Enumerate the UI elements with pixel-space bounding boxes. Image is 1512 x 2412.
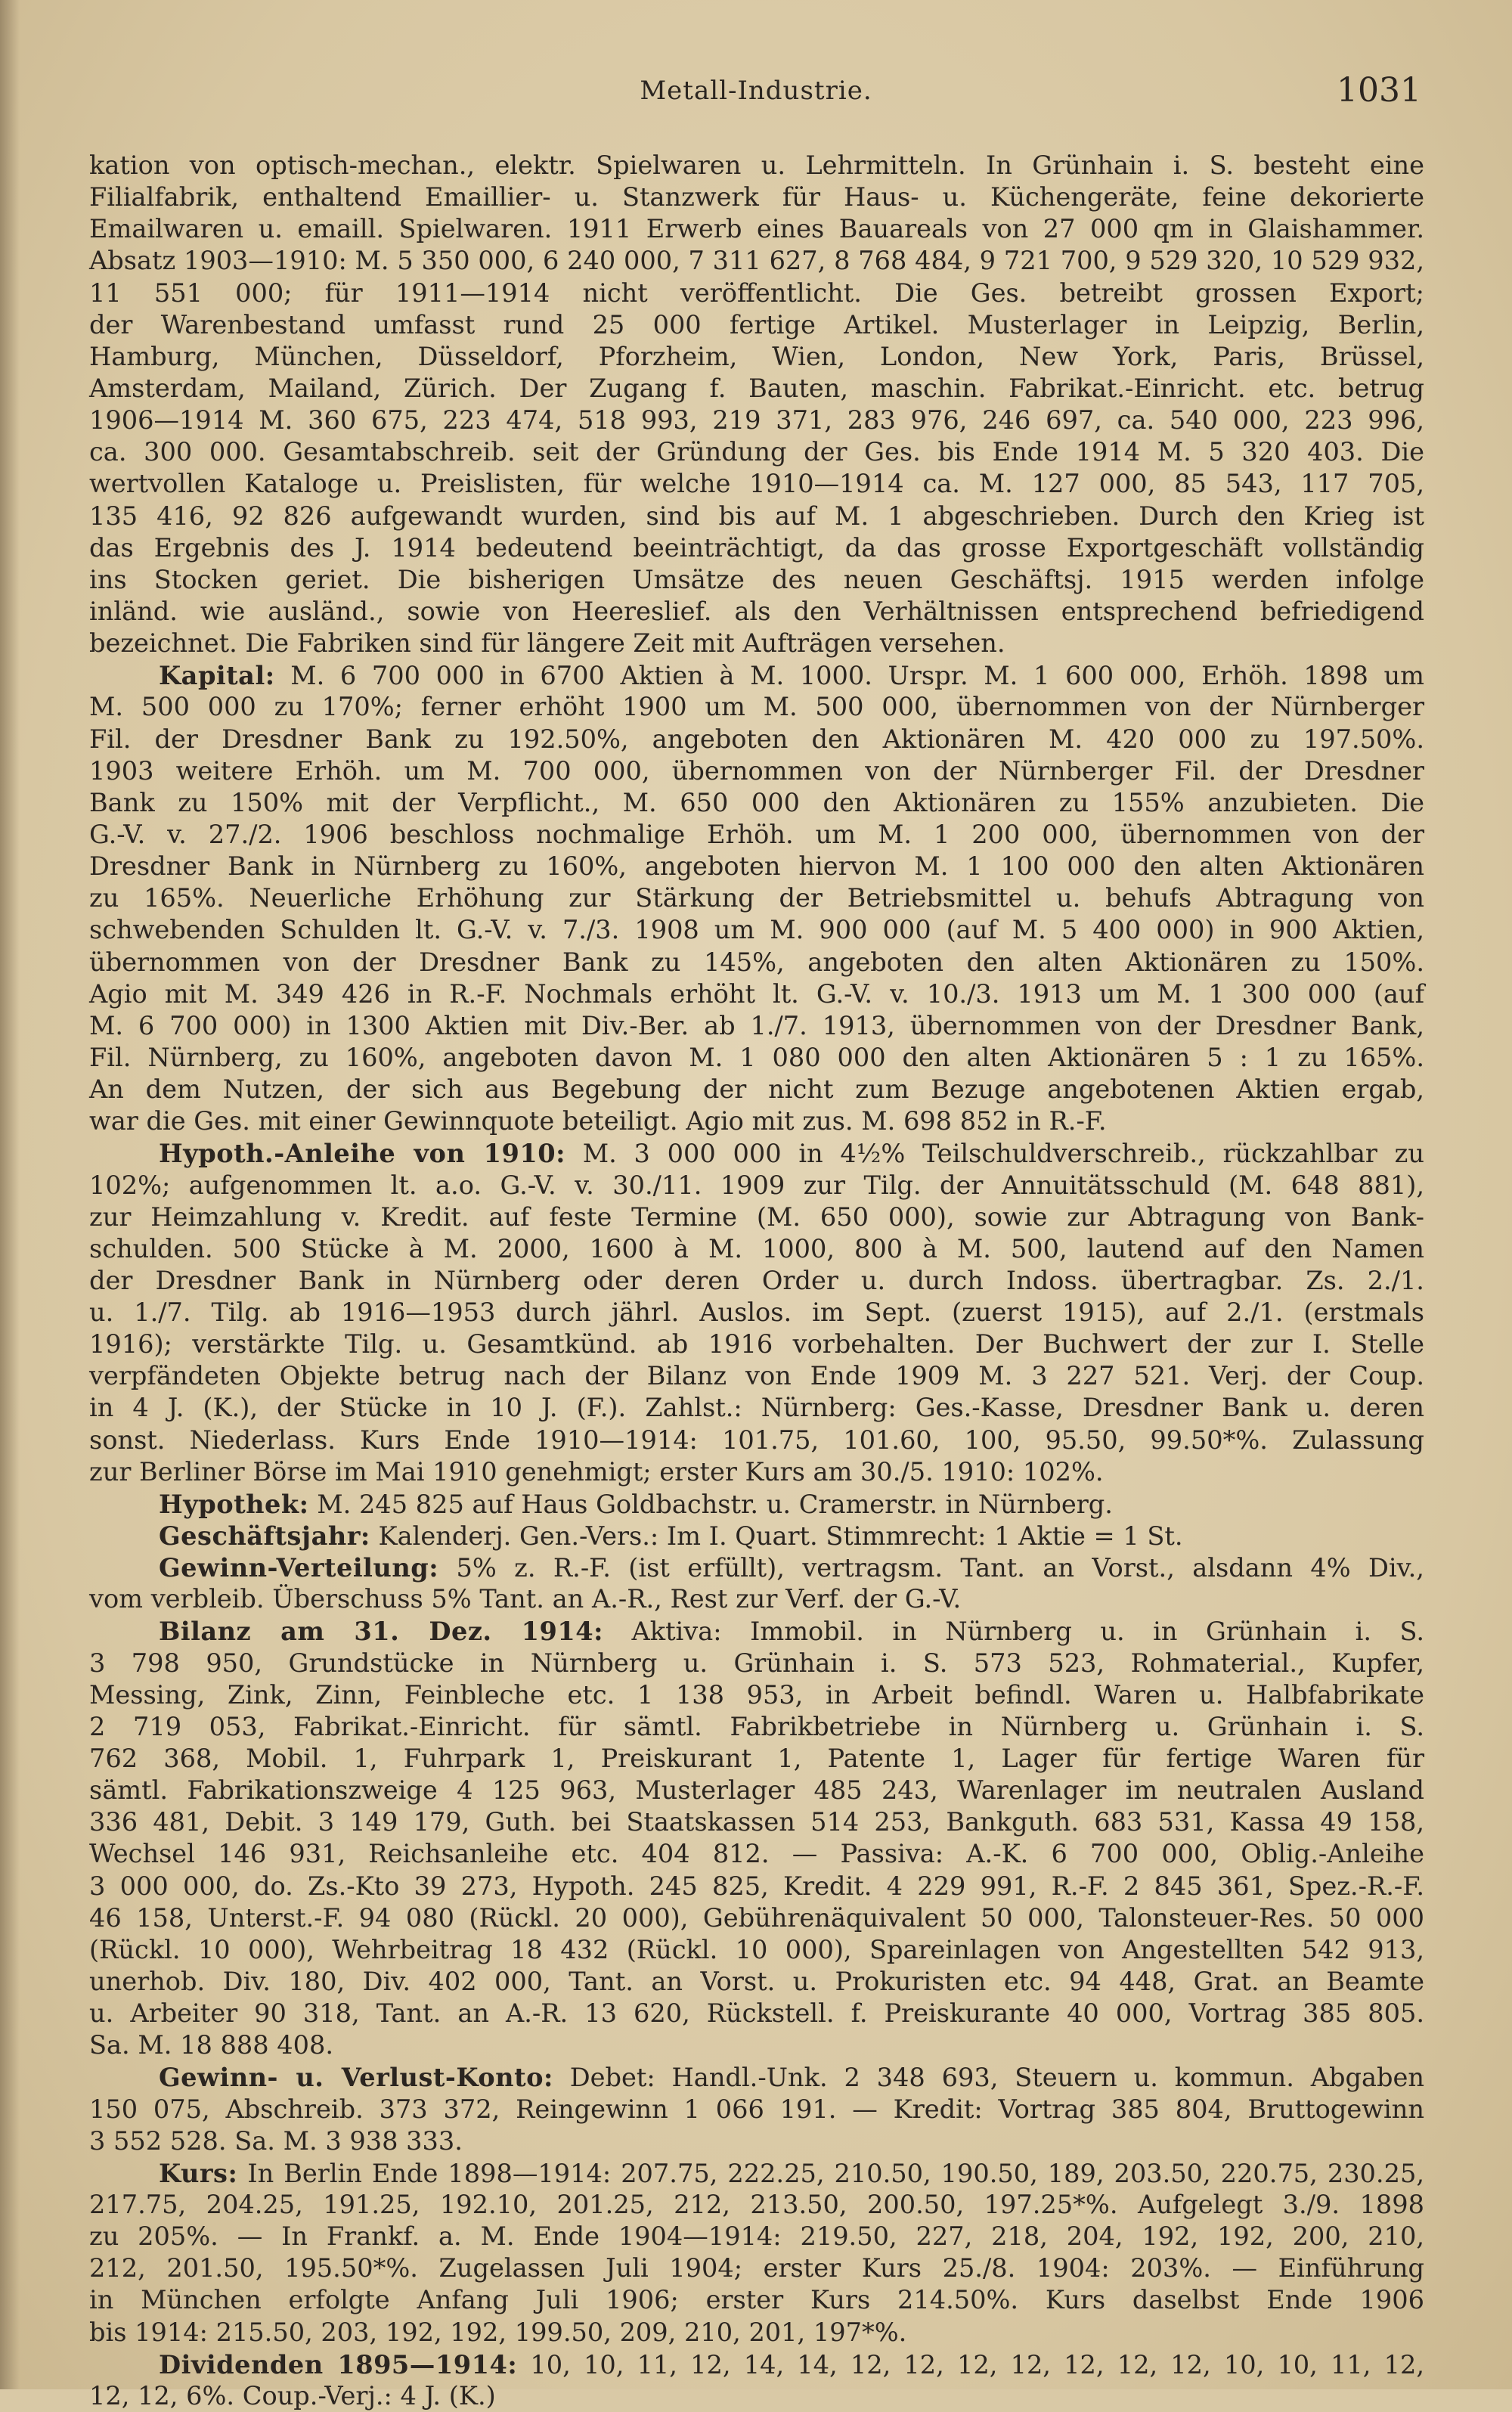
line-text: kation von optisch-mechan., elektr. Spielwaren u. Lehrmitteln. In Grünhain i. S. besteht eine [89, 150, 1424, 180]
text-line [89, 436, 1424, 468]
text-line [89, 691, 1424, 723]
text-line [89, 787, 1424, 819]
text-line [89, 468, 1424, 500]
text-line [89, 150, 1424, 181]
text-line [89, 882, 1424, 914]
text-line [89, 2221, 1424, 2252]
text-line [89, 341, 1424, 373]
line-text: 10, 10, 11, 12, 14, 14, 12, 12, 12, 12, 12, 12, 12, 10, 10, 11, 12, [530, 2349, 1424, 2379]
line-text: Aktiva: Immobil. in Nürnberg u. in Grünhain i. S. [631, 1617, 1424, 1647]
text-line [89, 914, 1424, 946]
section-heading: Gewinn- u. Verlust-Konto: [159, 2062, 553, 2093]
text-line [89, 724, 1424, 755]
text-line [89, 1042, 1424, 1074]
line-text: u. Arbeiter 90 318, Tant. an A.-R. 13 620, Rückstell. f. Preiskurante 40 000, Vortrag 385 805. [89, 1998, 1424, 2029]
line-text: 5% z. R.-F. (ist erfüllt), vertragsm. Tant. an Vorst., alsdann 4% Div., [456, 1553, 1424, 1583]
text-line [89, 1902, 1424, 1934]
text-line [89, 1297, 1424, 1328]
text-line [89, 2157, 1424, 2189]
line-text: ca. 300 000. Gesamtabschreib. seit der Gründung der Ges. bis Ende 1914 M. 5 320 403. Die [89, 437, 1424, 467]
line-text: 1903 weitere Erhöh. um M. 700 000, übernommen von der Nürnberger Fil. der Dresdner [89, 755, 1424, 786]
text-line [89, 2189, 1424, 2221]
line-text: In Berlin Ende 1898—1914: 207.75, 222.25, 210.50, 190.50, 189, 203.50, 220.75, 230.25, [247, 2158, 1424, 2188]
text-line [89, 2252, 1424, 2284]
section-heading: Hypothek: [159, 1488, 309, 1519]
text-line [89, 1265, 1424, 1297]
line-text: 336 481, Debit. 3 149 179, Guth. bei Staatskassen 514 253, Bankguth. 683 531, Kassa 49 158, [89, 1807, 1424, 1837]
text-line [89, 1010, 1424, 1042]
line-text: 12, 12, 6%. Coup.-Verj.: 4 J. (K.) [89, 2380, 496, 2410]
line-text: in München erfolgte Anfang Juli 1906; erster Kurs 214.50%. Kurs daselbst Ende 1906 [89, 2285, 1424, 2315]
section-heading: Hypoth.-Anleihe von 1910: [159, 1138, 565, 1169]
page-number: 1031 [1337, 71, 1421, 110]
line-text: in 4 J. (K.), der Stücke in 10 J. (F.). Zahlst.: Nürnberg: Ges.-Kasse, Dresdner Bank u. deren [89, 1393, 1424, 1423]
text-line [89, 181, 1424, 213]
section-heading: Kapital: [159, 660, 275, 691]
line-text: bezeichnet. Die Fabriken sind für längere Zeit mit Aufträgen versehen. [89, 628, 1005, 659]
line-text: bis 1914: 215.50, 203, 192, 192, 199.50, 209, 210, 201, 197*%. [89, 2317, 907, 2347]
section-heading: Geschäftsjahr: [159, 1521, 370, 1552]
page-edge-shadow [0, 0, 20, 2389]
running-title: Metall-Industrie. [640, 76, 872, 106]
text-line [89, 213, 1424, 245]
section-heading: Bilanz am 31. Dez. 1914: [159, 1616, 603, 1647]
text-line [89, 851, 1424, 882]
text-line [89, 1743, 1424, 1775]
line-text: G.-V. v. 27./2. 1906 beschloss nochmalige Erhöh. um M. 1 200 000, übernommen von der [89, 819, 1424, 849]
text-line [89, 2348, 1424, 2380]
text-line [89, 2061, 1424, 2093]
text-line [89, 1074, 1424, 1105]
text-line [89, 1552, 1424, 1583]
text-line [89, 1934, 1424, 1966]
text-line [89, 532, 1424, 564]
text-line [89, 1425, 1424, 1456]
text-line [89, 1456, 1424, 1488]
line-text: schwebenden Schulden lt. G.-V. v. 7./3. 1908 um M. 900 000 (auf M. 5 400 000) in 900 Aktien, [89, 915, 1424, 945]
text-line [89, 2380, 1424, 2412]
running-head [91, 71, 1421, 116]
text-line [89, 1966, 1424, 1998]
text-line [89, 309, 1424, 341]
line-text: zu 165%. Neuerliche Erhöhung zur Stärkung der Betriebsmittel u. behufs Abtragung von [89, 883, 1424, 913]
line-text: Sa. M. 18 888 408. [89, 2030, 334, 2060]
line-text: u. 1./7. Tilg. ab 1916—1953 durch jährl. Auslos. im Sept. (zuerst 1915), auf 2./1. (erstmals [89, 1297, 1424, 1328]
text-line [89, 1105, 1424, 1137]
line-text: Absatz 1903—1910: M. 5 350 000, 6 240 000, 7 311 627, 8 768 484, 9 721 700, 9 529 320, 10 529 932, [89, 246, 1424, 276]
line-text: Debet: Handl.-Unk. 2 348 693, Steuern u. kommun. Abgaben [569, 2063, 1424, 2093]
text-line [89, 1615, 1424, 1647]
line-text: An dem Nutzen, der sich aus Begebung der nicht zum Bezuge angebotenen Aktien ergab, [89, 1074, 1424, 1105]
text-line [89, 564, 1424, 596]
text-line [89, 596, 1424, 628]
line-text: zur Heimzahlung v. Kredit. auf feste Termine (M. 650 000), sowie zur Abtragung von Bank- [89, 1201, 1424, 1232]
line-text: 2 719 053, Fabrikat.-Einricht. für sämtl. Fabrikbetriebe in Nürnberg u. Grünhain i. S. [89, 1711, 1424, 1741]
line-text: sämtl. Fabrikationszweige 4 125 963, Musterlager 485 243, Warenlager im neutralen Ausland [89, 1775, 1424, 1806]
line-text: verpfändeten Objekte betrug nach der Bilanz von Ende 1909 M. 3 227 521. Verj. der Coup. [89, 1361, 1424, 1391]
text-line [89, 1806, 1424, 1838]
section-heading: Kurs: [159, 2157, 238, 2188]
text-line [89, 1871, 1424, 1902]
line-text: M. 3 000 000 in 4½% Teilschuldverschreib., rückzahlbar zu [582, 1139, 1424, 1169]
text-line [89, 1583, 1424, 1615]
line-text: schulden. 500 Stücke à M. 2000, 1600 à M. 1000, 800 à M. 500, lautend auf den Namen [89, 1233, 1424, 1263]
line-text: Dresdner Bank in Nürnberg zu 160%, angeboten hiervon M. 1 100 000 den alten Aktionären [89, 851, 1424, 882]
line-text: zu 205%. — In Frankf. a. M. Ende 1904—1914: 219.50, 227, 218, 204, 192, 192, 200, 210, [89, 2221, 1424, 2252]
line-text: vom verbleib. Überschuss 5% Tant. an A.-R., Rest zur Verf. der G.-V. [89, 1584, 962, 1614]
text-line [89, 1998, 1424, 2029]
text-line [89, 1201, 1424, 1233]
text-line [89, 1711, 1424, 1743]
line-text: zur Berliner Börse im Mai 1910 genehmigt; erster Kurs am 30./5. 1910: 102%. [89, 1456, 1104, 1487]
line-text: 762 368, Mobil. 1, Fuhrpark 1, Preiskurant 1, Patente 1, Lager für fertige Waren für [89, 1744, 1424, 1774]
text-line [89, 405, 1424, 436]
line-text: ins Stocken geriet. Die bisherigen Umsätze des neuen Geschäftsj. 1915 werden infolge [89, 564, 1424, 594]
text-line [89, 947, 1424, 978]
line-text: unerhob. Div. 180, Div. 402 000, Tant. an Vorst. u. Prokuristen etc. 94 448, Grat. an Beamte [89, 1967, 1424, 1997]
section-heading: Gewinn-Verteilung: [159, 1552, 439, 1583]
text-line [89, 2284, 1424, 2316]
text-line [89, 501, 1424, 532]
line-text: 3 552 528. Sa. M. 3 938 333. [89, 2125, 463, 2156]
line-text: Agio mit M. 349 426 in R.-F. Nochmals erhöht lt. G.-V. v. 10./3. 1913 um M. 1 300 000 (auf [89, 978, 1424, 1009]
text-line [89, 245, 1424, 277]
text-line [89, 2125, 1424, 2157]
text-line [89, 2094, 1424, 2125]
line-text: M. 245 825 auf Haus Goldbachstr. u. Cramerstr. in Nürnberg. [317, 1489, 1113, 1519]
line-text: 1906—1914 M. 360 675, 223 474, 518 993, 219 371, 283 976, 246 697, ca. 540 000, 223 996, [89, 405, 1424, 436]
text-line [89, 373, 1424, 405]
line-text: der Warenbestand umfasst rund 25 000 fertige Artikel. Musterlager in Leipzig, Berlin, [89, 309, 1424, 339]
text-body [89, 150, 1424, 2412]
line-text: wertvollen Kataloge u. Preislisten, für welche 1910—1914 ca. M. 127 000, 85 543, 117 705, [89, 469, 1424, 499]
text-line [89, 659, 1424, 691]
line-text: war die Ges. mit einer Gewinnquote beteiligt. Agio mit zus. M. 698 852 in R.-F. [89, 1106, 1107, 1136]
text-line [89, 277, 1424, 309]
line-text: 1916); verstärkte Tilg. u. Gesamtkünd. ab 1916 vorbehalten. Der Buchwert der zur I. Stelle [89, 1329, 1424, 1359]
line-text: übernommen von der Dresdner Bank zu 145%, angeboten den alten Aktionären zu 150%. [89, 947, 1424, 977]
line-text: Hamburg, München, Düsseldorf, Pforzheim, Wien, London, New York, Paris, Brüssel, [89, 341, 1424, 371]
line-text: M. 6 700 000 in 6700 Aktien à M. 1000. Urspr. M. 1 600 000, Erhöh. 1898 um [290, 661, 1424, 691]
text-line [89, 1648, 1424, 1679]
line-text: Wechsel 146 931, Reichsanleihe etc. 404 812. — Passiva: A.-K. 6 700 000, Oblig.-Anleihe [89, 1839, 1424, 1869]
text-line [89, 819, 1424, 851]
line-text: 3 798 950, Grundstücke in Nürnberg u. Grünhain i. S. 573 523, Rohmaterial., Kupfer, [89, 1648, 1424, 1678]
line-text: inländ. wie ausländ., sowie von Heereslief. als den Verhältnissen entsprechend befriedigend [89, 596, 1424, 626]
text-line [89, 1775, 1424, 1806]
text-line [89, 1233, 1424, 1265]
text-line [89, 2029, 1424, 2061]
line-text: 46 158, Unterst.-F. 94 080 (Rückl. 20 000), Gebührenäquivalent 50 000, Talonsteuer-Res. 50 000 [89, 1902, 1424, 1933]
line-text: das Ergebnis des J. 1914 bedeutend beeinträchtigt, da das grosse Exportgeschäft vollständig [89, 532, 1424, 563]
text-line [89, 1137, 1424, 1169]
line-text: 135 416, 92 826 aufgewandt wurden, sind bis auf M. 1 abgeschrieben. Durch den Krieg ist [89, 501, 1424, 531]
text-line [89, 1679, 1424, 1711]
line-text: Kalenderj. Gen.-Vers.: Im I. Quart. Stimmrecht: 1 Aktie = 1 St. [378, 1521, 1183, 1552]
line-text: Emailwaren u. emaill. Spielwaren. 1911 Erwerb eines Bauareals von 27 000 qm in Glaishammer. [89, 214, 1424, 244]
text-line [89, 1170, 1424, 1201]
text-line [89, 1520, 1424, 1552]
text-line [89, 628, 1424, 659]
line-text: 150 075, Abschreib. 373 372, Reingewinn 1 066 191. — Kredit: Vortrag 385 804, Bruttogewinn [89, 2094, 1424, 2124]
line-text: 102%; aufgenommen lt. a.o. G.-V. v. 30./11. 1909 zur Tilg. der Annuitätsschuld (M. 648 881), [89, 1170, 1424, 1200]
text-line [89, 2317, 1424, 2348]
line-text: Bank zu 150% mit der Verpflicht., M. 650 000 den Aktionären zu 155% anzubieten. Die [89, 787, 1424, 817]
line-text: Amsterdam, Mailand, Zürich. Der Zugang f. Bauten, maschin. Fabrikat.-Einricht. etc. betrug [89, 373, 1424, 403]
text-line [89, 1328, 1424, 1360]
text-line [89, 978, 1424, 1010]
line-text: der Dresdner Bank in Nürnberg oder deren Order u. durch Indoss. übertragbar. Zs. 2./1. [89, 1265, 1424, 1295]
text-line [89, 1360, 1424, 1392]
text-line [89, 1488, 1424, 1520]
line-text: (Rückl. 10 000), Wehrbeitrag 18 432 (Rückl. 10 000), Spareinlagen von Angestellten 542 913, [89, 1934, 1424, 1964]
line-text: 11 551 000; für 1911—1914 nicht veröffentlicht. Die Ges. betreibt grossen Export; [89, 277, 1424, 308]
line-text: M. 500 000 zu 170%; ferner erhöht 1900 um M. 500 000, übernommen von der Nürnberger [89, 692, 1424, 722]
line-text: Fil. der Dresdner Bank zu 192.50%, angeboten den Aktionären M. 420 000 zu 197.50%. [89, 724, 1424, 754]
line-text: sonst. Niederlass. Kurs Ende 1910—1914: 101.75, 101.60, 100, 95.50, 99.50*%. Zulassung [89, 1425, 1424, 1455]
line-text: Fil. Nürnberg, zu 160%, angeboten davon M. 1 080 000 den alten Aktionären 5 : 1 zu 165%. [89, 1042, 1424, 1072]
line-text: Filialfabrik, enthaltend Emaillier- u. Stanzwerk für Haus- u. Küchengeräte, feine dekorierte [89, 182, 1424, 212]
line-text: 217.75, 204.25, 191.25, 192.10, 201.25, 212, 213.50, 200.50, 197.25*%. Aufgelegt 3./9. 1898 [89, 2190, 1424, 2219]
line-text: 3 000 000, do. Zs.-Kto 39 273, Hypoth. 245 825, Kredit. 4 229 991, R.-F. 2 845 361, Spez.-R.-F. [89, 1871, 1424, 1901]
text-line [89, 755, 1424, 787]
section-heading: Dividenden 1895—1914: [159, 2348, 518, 2379]
line-text: Messing, Zink, Zinn, Feinbleche etc. 1 138 953, in Arbeit befindl. Waren u. Halbfabrikate [89, 1679, 1424, 1710]
text-line [89, 1838, 1424, 1870]
line-text: 212, 201.50, 195.50*%. Zugelassen Juli 1904; erster Kurs 25./8. 1904: 203%. — Einführung [89, 2253, 1424, 2283]
line-text: M. 6 700 000) in 1300 Aktien mit Div.-Ber. ab 1./7. 1913, übernommen von der Dresdner Bank, [89, 1010, 1424, 1040]
text-line [89, 1392, 1424, 1424]
